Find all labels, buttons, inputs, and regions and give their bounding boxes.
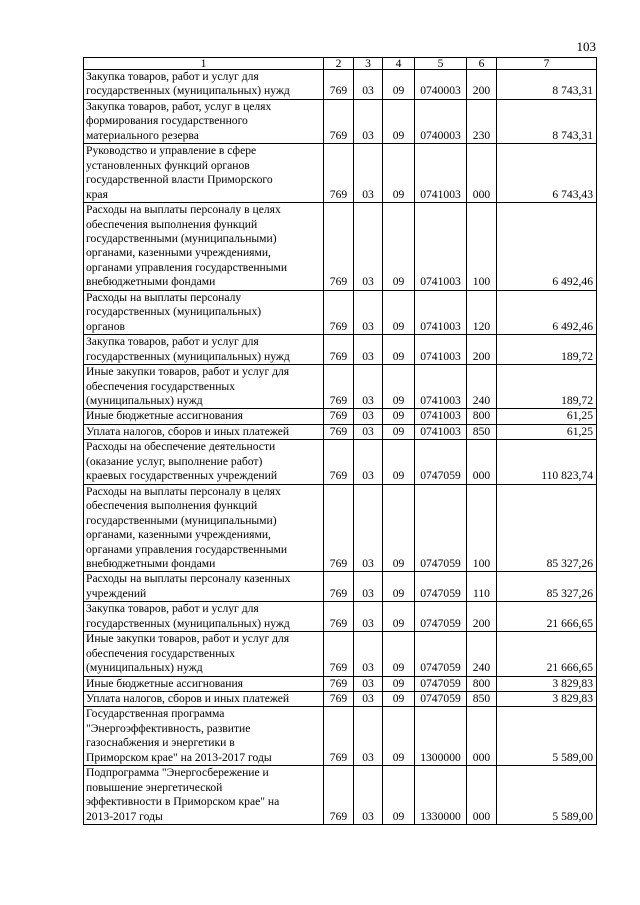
row-name-cell: Иные закупки товаров, работ и услуг для обеспечения государственных (муниципальных) нужд: [84, 365, 324, 409]
row-section-cell: 03: [354, 707, 383, 766]
row-code-cell: 769: [324, 632, 354, 676]
table-row: [84, 676, 597, 691]
row-target-article-cell: 0741003: [415, 409, 467, 424]
row-subsection-cell: 09: [383, 440, 415, 484]
row-subsection-cell: 09: [383, 602, 415, 632]
row-amount-cell: 21 666,65: [497, 632, 597, 676]
row-subsection-cell: 09: [383, 365, 415, 409]
row-target-article-cell: 0741003: [415, 335, 467, 365]
row-amount-cell: 6 743,43: [497, 144, 597, 203]
row-expense-type-cell: 110: [467, 572, 497, 602]
row-expense-type-cell: 000: [467, 440, 497, 484]
table-row: [84, 70, 597, 100]
row-subsection-cell: 09: [383, 707, 415, 766]
row-amount-cell: 6 492,46: [497, 290, 597, 334]
row-subsection-cell: 09: [383, 290, 415, 334]
row-target-article-cell: 0741003: [415, 365, 467, 409]
table-row: [84, 335, 597, 365]
table-row: [84, 484, 597, 572]
row-expense-type-cell: 200: [467, 335, 497, 365]
row-section-cell: 03: [354, 409, 383, 424]
row-name-cell: Закупка товаров, работ и услуг для государственных (муниципальных) нужд: [84, 335, 324, 365]
row-code-cell: 769: [324, 692, 354, 707]
row-section-cell: 03: [354, 424, 383, 439]
table-row: [84, 572, 597, 602]
row-amount-cell: 6 492,46: [497, 203, 597, 291]
row-target-article-cell: 0747059: [415, 676, 467, 691]
row-section-cell: 03: [354, 365, 383, 409]
row-target-article-cell: 0741003: [415, 424, 467, 439]
row-target-article-cell: 0747059: [415, 632, 467, 676]
row-amount-cell: 21 666,65: [497, 602, 597, 632]
row-subsection-cell: 09: [383, 144, 415, 203]
row-expense-type-cell: 000: [467, 707, 497, 766]
row-name-cell: Расходы на выплаты персоналу казенных учреждений: [84, 572, 324, 602]
row-code-cell: 769: [324, 440, 354, 484]
row-subsection-cell: 09: [383, 572, 415, 602]
row-name-cell: Расходы на обеспечение деятельности (оказание услуг, выполнение работ) краевых государственных учреждений: [84, 440, 324, 484]
row-expense-type-cell: 800: [467, 676, 497, 691]
table-row: [84, 365, 597, 409]
row-amount-cell: 189,72: [497, 365, 597, 409]
row-name-cell: Иные закупки товаров, работ и услуг для обеспечения государственных (муниципальных) нужд: [84, 632, 324, 676]
table-row: [84, 707, 597, 766]
row-section-cell: 03: [354, 766, 383, 825]
row-section-cell: 03: [354, 70, 383, 100]
column-header: 5: [415, 58, 467, 70]
row-amount-cell: 8 743,31: [497, 70, 597, 100]
row-target-article-cell: 0747059: [415, 572, 467, 602]
table-header-row: [84, 58, 597, 70]
table-row: [84, 766, 597, 825]
row-name-cell: Руководство и управление в сфере установленных функций органов государственной власти Приморского края: [84, 144, 324, 203]
row-expense-type-cell: 200: [467, 602, 497, 632]
row-target-article-cell: 0747059: [415, 602, 467, 632]
row-target-article-cell: 1300000: [415, 707, 467, 766]
row-amount-cell: 5 589,00: [497, 766, 597, 825]
row-amount-cell: 3 829,83: [497, 692, 597, 707]
row-name-cell: Расходы на выплаты персоналу в целях обеспечения выполнения функций государственными (муниципальными) органами, казенными учреждениями, органами управления государственными внебюджетными фондами: [84, 484, 324, 572]
row-section-cell: 03: [354, 99, 383, 143]
row-amount-cell: 61,25: [497, 424, 597, 439]
row-name-cell: Закупка товаров, работ, услуг в целях формирования государственного материального резерва: [84, 99, 324, 143]
row-section-cell: 03: [354, 676, 383, 691]
row-expense-type-cell: 850: [467, 692, 497, 707]
row-code-cell: 769: [324, 676, 354, 691]
row-code-cell: 769: [324, 766, 354, 825]
row-expense-type-cell: 100: [467, 203, 497, 291]
row-code-cell: 769: [324, 484, 354, 572]
table-row: [84, 203, 597, 291]
row-code-cell: 769: [324, 572, 354, 602]
row-section-cell: 03: [354, 203, 383, 291]
row-target-article-cell: 0741003: [415, 290, 467, 334]
row-amount-cell: 110 823,74: [497, 440, 597, 484]
row-expense-type-cell: 000: [467, 144, 497, 203]
row-code-cell: 769: [324, 365, 354, 409]
row-name-cell: Расходы на выплаты персоналу в целях обеспечения выполнения функций государственными (муниципальными) органами, казенными учреждениями, органами управления государственными внебюджетными фондами: [84, 203, 324, 291]
column-header: 7: [497, 58, 597, 70]
row-target-article-cell: 0740003: [415, 70, 467, 100]
row-subsection-cell: 09: [383, 335, 415, 365]
row-subsection-cell: 09: [383, 676, 415, 691]
row-code-cell: 769: [324, 290, 354, 334]
row-name-cell: Уплата налогов, сборов и иных платежей: [84, 692, 324, 707]
row-target-article-cell: 0747059: [415, 440, 467, 484]
row-section-cell: 03: [354, 572, 383, 602]
row-subsection-cell: 09: [383, 409, 415, 424]
row-amount-cell: 85 327,26: [497, 572, 597, 602]
row-amount-cell: 8 743,31: [497, 99, 597, 143]
row-expense-type-cell: 100: [467, 484, 497, 572]
row-subsection-cell: 09: [383, 484, 415, 572]
row-target-article-cell: 0747059: [415, 692, 467, 707]
table-row: [84, 692, 597, 707]
row-expense-type-cell: 120: [467, 290, 497, 334]
row-expense-type-cell: 240: [467, 632, 497, 676]
row-section-cell: 03: [354, 144, 383, 203]
row-subsection-cell: 09: [383, 632, 415, 676]
table-row: [84, 440, 597, 484]
budget-table: [83, 57, 597, 825]
row-subsection-cell: 09: [383, 692, 415, 707]
row-name-cell: Иные бюджетные ассигнования: [84, 676, 324, 691]
row-expense-type-cell: 800: [467, 409, 497, 424]
table-row: [84, 144, 597, 203]
row-target-article-cell: 1330000: [415, 766, 467, 825]
row-amount-cell: 5 589,00: [497, 707, 597, 766]
row-subsection-cell: 09: [383, 203, 415, 291]
table-row: [84, 424, 597, 439]
row-code-cell: 769: [324, 707, 354, 766]
row-expense-type-cell: 200: [467, 70, 497, 100]
row-code-cell: 769: [324, 70, 354, 100]
row-target-article-cell: 0747059: [415, 484, 467, 572]
row-section-cell: 03: [354, 602, 383, 632]
row-amount-cell: 189,72: [497, 335, 597, 365]
row-amount-cell: 61,25: [497, 409, 597, 424]
row-section-cell: 03: [354, 335, 383, 365]
row-subsection-cell: 09: [383, 766, 415, 825]
row-code-cell: 769: [324, 409, 354, 424]
row-subsection-cell: 09: [383, 70, 415, 100]
row-expense-type-cell: 000: [467, 766, 497, 825]
column-header: 1: [84, 58, 324, 70]
row-name-cell: Государственная программа "Энергоэффективность, развитие газоснабжения и энергетики в Приморском крае" на 2013-2017 годы: [84, 707, 324, 766]
row-section-cell: 03: [354, 692, 383, 707]
table-row: [84, 602, 597, 632]
row-subsection-cell: 09: [383, 99, 415, 143]
table-row: [84, 290, 597, 334]
row-target-article-cell: 0741003: [415, 203, 467, 291]
row-amount-cell: 3 829,83: [497, 676, 597, 691]
column-header: 3: [354, 58, 383, 70]
row-name-cell: Иные бюджетные ассигнования: [84, 409, 324, 424]
row-section-cell: 03: [354, 290, 383, 334]
row-code-cell: 769: [324, 99, 354, 143]
row-expense-type-cell: 230: [467, 99, 497, 143]
row-code-cell: 769: [324, 335, 354, 365]
row-target-article-cell: 0741003: [415, 144, 467, 203]
row-section-cell: 03: [354, 484, 383, 572]
column-header: 4: [383, 58, 415, 70]
row-code-cell: 769: [324, 602, 354, 632]
column-header: 6: [467, 58, 497, 70]
row-expense-type-cell: 850: [467, 424, 497, 439]
row-code-cell: 769: [324, 203, 354, 291]
row-name-cell: Расходы на выплаты персоналу государственных (муниципальных) органов: [84, 290, 324, 334]
row-name-cell: Уплата налогов, сборов и иных платежей: [84, 424, 324, 439]
row-code-cell: 769: [324, 424, 354, 439]
table-row: [84, 632, 597, 676]
row-name-cell: Закупка товаров, работ и услуг для государственных (муниципальных) нужд: [84, 602, 324, 632]
row-expense-type-cell: 240: [467, 365, 497, 409]
row-name-cell: Закупка товаров, работ и услуг для государственных (муниципальных) нужд: [84, 70, 324, 100]
row-target-article-cell: 0740003: [415, 99, 467, 143]
page-number: 103: [576, 39, 596, 54]
row-code-cell: 769: [324, 144, 354, 203]
row-section-cell: 03: [354, 632, 383, 676]
row-name-cell: Подпрограмма "Энергосбережение и повышение энергетической эффективности в Приморском крае" на 2013-2017 годы: [84, 766, 324, 825]
table-row: [84, 409, 597, 424]
column-header: 2: [324, 58, 354, 70]
row-amount-cell: 85 327,26: [497, 484, 597, 572]
row-subsection-cell: 09: [383, 424, 415, 439]
table-row: [84, 99, 597, 143]
row-section-cell: 03: [354, 440, 383, 484]
